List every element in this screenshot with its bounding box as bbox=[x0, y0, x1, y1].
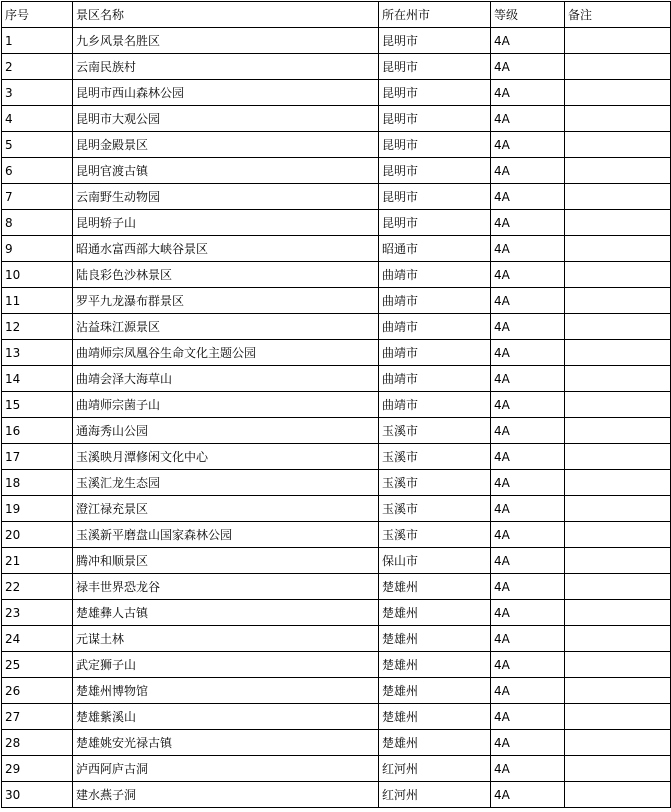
cell-city: 楚雄州 bbox=[379, 730, 491, 756]
cell-note bbox=[565, 366, 671, 392]
cell-name: 昆明金殿景区 bbox=[73, 132, 379, 158]
cell-name: 昭通水富西部大峡谷景区 bbox=[73, 236, 379, 262]
cell-city: 玉溪市 bbox=[379, 496, 491, 522]
cell-index: 27 bbox=[2, 704, 73, 730]
cell-note bbox=[565, 704, 671, 730]
cell-level: 4A bbox=[491, 80, 565, 106]
table-row bbox=[2, 678, 671, 704]
table-row bbox=[2, 210, 671, 236]
cell-city: 玉溪市 bbox=[379, 470, 491, 496]
cell-name: 陆良彩色沙林景区 bbox=[73, 262, 379, 288]
cell-index: 5 bbox=[2, 132, 73, 158]
cell-note bbox=[565, 652, 671, 678]
cell-city: 保山市 bbox=[379, 548, 491, 574]
cell-name: 罗平九龙瀑布群景区 bbox=[73, 288, 379, 314]
table-row bbox=[2, 262, 671, 288]
cell-index: 23 bbox=[2, 600, 73, 626]
cell-name: 云南野生动物园 bbox=[73, 184, 379, 210]
cell-level: 4A bbox=[491, 184, 565, 210]
cell-name: 泸西阿庐古洞 bbox=[73, 756, 379, 782]
cell-index: 9 bbox=[2, 236, 73, 262]
cell-city: 昆明市 bbox=[379, 158, 491, 184]
cell-city: 昆明市 bbox=[379, 210, 491, 236]
cell-note bbox=[565, 496, 671, 522]
cell-level: 4A bbox=[491, 574, 565, 600]
cell-note bbox=[565, 444, 671, 470]
cell-name: 元谋土林 bbox=[73, 626, 379, 652]
cell-note bbox=[565, 756, 671, 782]
cell-level: 4A bbox=[491, 262, 565, 288]
cell-index: 28 bbox=[2, 730, 73, 756]
cell-index: 6 bbox=[2, 158, 73, 184]
cell-name: 沾益珠江源景区 bbox=[73, 314, 379, 340]
cell-note bbox=[565, 340, 671, 366]
cell-name: 楚雄紫溪山 bbox=[73, 704, 379, 730]
cell-index: 3 bbox=[2, 80, 73, 106]
cell-city: 红河州 bbox=[379, 756, 491, 782]
table-row bbox=[2, 158, 671, 184]
table-row bbox=[2, 652, 671, 678]
cell-note bbox=[565, 314, 671, 340]
cell-city: 曲靖市 bbox=[379, 366, 491, 392]
table-row bbox=[2, 54, 671, 80]
cell-index: 30 bbox=[2, 782, 73, 808]
cell-level: 4A bbox=[491, 626, 565, 652]
table-row bbox=[2, 444, 671, 470]
cell-level: 4A bbox=[491, 600, 565, 626]
cell-city: 曲靖市 bbox=[379, 262, 491, 288]
cell-index: 21 bbox=[2, 548, 73, 574]
table-row bbox=[2, 80, 671, 106]
cell-index: 17 bbox=[2, 444, 73, 470]
cell-note bbox=[565, 262, 671, 288]
cell-name: 曲靖师宗凤凰谷生命文化主题公园 bbox=[73, 340, 379, 366]
cell-index: 11 bbox=[2, 288, 73, 314]
cell-note bbox=[565, 236, 671, 262]
table-row bbox=[2, 314, 671, 340]
cell-index: 8 bbox=[2, 210, 73, 236]
cell-name: 建水燕子洞 bbox=[73, 782, 379, 808]
cell-index: 7 bbox=[2, 184, 73, 210]
cell-city: 昭通市 bbox=[379, 236, 491, 262]
cell-note bbox=[565, 574, 671, 600]
cell-note bbox=[565, 470, 671, 496]
table-row bbox=[2, 236, 671, 262]
cell-level: 4A bbox=[491, 418, 565, 444]
cell-city: 昆明市 bbox=[379, 28, 491, 54]
cell-city: 楚雄州 bbox=[379, 678, 491, 704]
table-row bbox=[2, 132, 671, 158]
cell-level: 4A bbox=[491, 678, 565, 704]
cell-note bbox=[565, 132, 671, 158]
cell-name: 曲靖会泽大海草山 bbox=[73, 366, 379, 392]
table-header-row bbox=[2, 2, 671, 28]
cell-note bbox=[565, 418, 671, 444]
table-body bbox=[2, 28, 671, 808]
cell-city: 曲靖市 bbox=[379, 314, 491, 340]
cell-note bbox=[565, 184, 671, 210]
cell-city: 玉溪市 bbox=[379, 444, 491, 470]
cell-note bbox=[565, 106, 671, 132]
cell-city: 楚雄州 bbox=[379, 600, 491, 626]
cell-level: 4A bbox=[491, 730, 565, 756]
cell-index: 14 bbox=[2, 366, 73, 392]
table-row bbox=[2, 782, 671, 808]
cell-city: 昆明市 bbox=[379, 54, 491, 80]
table-row bbox=[2, 574, 671, 600]
cell-name: 玉溪映月潭修闲文化中心 bbox=[73, 444, 379, 470]
cell-note bbox=[565, 392, 671, 418]
cell-index: 13 bbox=[2, 340, 73, 366]
cell-city: 昆明市 bbox=[379, 132, 491, 158]
cell-level: 4A bbox=[491, 28, 565, 54]
cell-note bbox=[565, 288, 671, 314]
table-row bbox=[2, 600, 671, 626]
cell-note bbox=[565, 522, 671, 548]
table-row bbox=[2, 288, 671, 314]
cell-index: 29 bbox=[2, 756, 73, 782]
cell-name: 昆明轿子山 bbox=[73, 210, 379, 236]
table-row bbox=[2, 470, 671, 496]
cell-city: 楚雄州 bbox=[379, 704, 491, 730]
cell-index: 25 bbox=[2, 652, 73, 678]
cell-index: 24 bbox=[2, 626, 73, 652]
cell-name: 昆明官渡古镇 bbox=[73, 158, 379, 184]
table-row bbox=[2, 730, 671, 756]
table-row bbox=[2, 756, 671, 782]
cell-city: 玉溪市 bbox=[379, 522, 491, 548]
cell-city: 昆明市 bbox=[379, 80, 491, 106]
cell-name: 楚雄州博物馆 bbox=[73, 678, 379, 704]
cell-note bbox=[565, 678, 671, 704]
cell-city: 楚雄州 bbox=[379, 626, 491, 652]
cell-city: 楚雄州 bbox=[379, 652, 491, 678]
table-row bbox=[2, 626, 671, 652]
cell-level: 4A bbox=[491, 548, 565, 574]
table-row bbox=[2, 496, 671, 522]
cell-index: 16 bbox=[2, 418, 73, 444]
cell-city: 昆明市 bbox=[379, 184, 491, 210]
cell-level: 4A bbox=[491, 470, 565, 496]
cell-name: 腾冲和顺景区 bbox=[73, 548, 379, 574]
cell-name: 云南民族村 bbox=[73, 54, 379, 80]
cell-note bbox=[565, 730, 671, 756]
cell-index: 20 bbox=[2, 522, 73, 548]
table-row bbox=[2, 366, 671, 392]
cell-index: 2 bbox=[2, 54, 73, 80]
cell-note bbox=[565, 548, 671, 574]
header-city: 所在州市 bbox=[379, 2, 491, 28]
cell-name: 昆明市西山森林公园 bbox=[73, 80, 379, 106]
header-note: 备注 bbox=[565, 2, 671, 28]
cell-note bbox=[565, 210, 671, 236]
cell-level: 4A bbox=[491, 366, 565, 392]
cell-level: 4A bbox=[491, 210, 565, 236]
table-row bbox=[2, 548, 671, 574]
cell-level: 4A bbox=[491, 314, 565, 340]
cell-city: 昆明市 bbox=[379, 106, 491, 132]
table-row bbox=[2, 184, 671, 210]
cell-index: 26 bbox=[2, 678, 73, 704]
cell-name: 九乡风景名胜区 bbox=[73, 28, 379, 54]
table-row bbox=[2, 28, 671, 54]
cell-level: 4A bbox=[491, 158, 565, 184]
cell-level: 4A bbox=[491, 340, 565, 366]
cell-level: 4A bbox=[491, 496, 565, 522]
table-row bbox=[2, 418, 671, 444]
header-index: 序号 bbox=[2, 2, 73, 28]
cell-city: 楚雄州 bbox=[379, 574, 491, 600]
cell-city: 曲靖市 bbox=[379, 392, 491, 418]
cell-index: 4 bbox=[2, 106, 73, 132]
cell-note bbox=[565, 28, 671, 54]
cell-name: 楚雄彝人古镇 bbox=[73, 600, 379, 626]
scenic-area-table bbox=[1, 1, 671, 808]
cell-index: 22 bbox=[2, 574, 73, 600]
table-row bbox=[2, 522, 671, 548]
cell-name: 禄丰世界恐龙谷 bbox=[73, 574, 379, 600]
header-name: 景区名称 bbox=[73, 2, 379, 28]
header-level: 等级 bbox=[491, 2, 565, 28]
cell-level: 4A bbox=[491, 132, 565, 158]
cell-level: 4A bbox=[491, 756, 565, 782]
cell-level: 4A bbox=[491, 54, 565, 80]
cell-index: 15 bbox=[2, 392, 73, 418]
cell-name: 曲靖师宗菌子山 bbox=[73, 392, 379, 418]
cell-city: 玉溪市 bbox=[379, 418, 491, 444]
cell-index: 19 bbox=[2, 496, 73, 522]
cell-level: 4A bbox=[491, 288, 565, 314]
cell-name: 通海秀山公园 bbox=[73, 418, 379, 444]
cell-note bbox=[565, 54, 671, 80]
table-row bbox=[2, 392, 671, 418]
table-row bbox=[2, 704, 671, 730]
cell-name: 楚雄姚安光禄古镇 bbox=[73, 730, 379, 756]
cell-index: 18 bbox=[2, 470, 73, 496]
table-row bbox=[2, 340, 671, 366]
cell-level: 4A bbox=[491, 782, 565, 808]
cell-name: 玉溪新平磨盘山国家森林公园 bbox=[73, 522, 379, 548]
cell-level: 4A bbox=[491, 652, 565, 678]
cell-note bbox=[565, 626, 671, 652]
cell-note bbox=[565, 80, 671, 106]
cell-city: 曲靖市 bbox=[379, 288, 491, 314]
cell-level: 4A bbox=[491, 392, 565, 418]
cell-note bbox=[565, 158, 671, 184]
cell-city: 曲靖市 bbox=[379, 340, 491, 366]
table-row bbox=[2, 106, 671, 132]
cell-level: 4A bbox=[491, 106, 565, 132]
cell-name: 昆明市大观公园 bbox=[73, 106, 379, 132]
cell-index: 1 bbox=[2, 28, 73, 54]
cell-level: 4A bbox=[491, 236, 565, 262]
cell-level: 4A bbox=[491, 704, 565, 730]
cell-name: 玉溪汇龙生态园 bbox=[73, 470, 379, 496]
cell-name: 澄江禄充景区 bbox=[73, 496, 379, 522]
cell-name: 武定狮子山 bbox=[73, 652, 379, 678]
cell-city: 红河州 bbox=[379, 782, 491, 808]
cell-note bbox=[565, 600, 671, 626]
cell-index: 12 bbox=[2, 314, 73, 340]
cell-level: 4A bbox=[491, 522, 565, 548]
cell-note bbox=[565, 782, 671, 808]
cell-index: 10 bbox=[2, 262, 73, 288]
cell-level: 4A bbox=[491, 444, 565, 470]
